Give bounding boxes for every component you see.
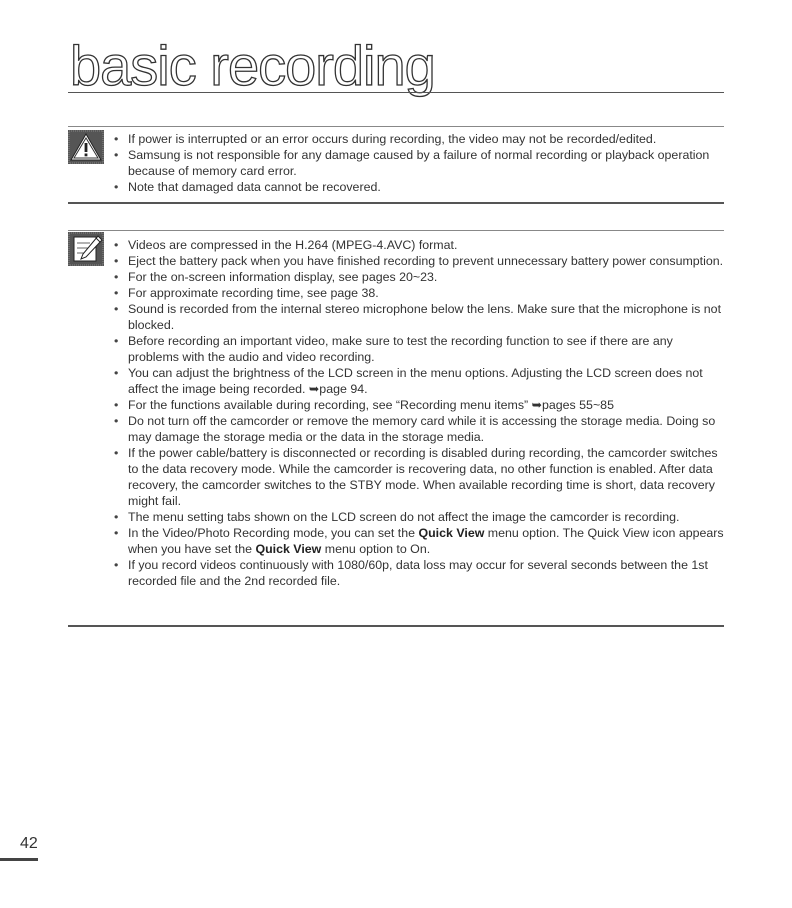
note-item: • For the on-screen information display, see pages 20~23. — [114, 269, 724, 285]
page-number-bar — [0, 858, 38, 861]
warning-top-rule — [68, 126, 724, 127]
note-item: • Eject the battery pack when you have finished recording to prevent unnecessary battery power consumption. — [114, 253, 724, 269]
warning-box — [68, 126, 724, 204]
note-item: • If you record videos continuously with 1080/60p, data loss may occur for several seconds between the 1st recorded file and the 2nd recorded file. — [114, 557, 724, 589]
note-item: • Before recording an important video, make sure to test the recording function to see if there are any problems with the audio and video recording. — [114, 333, 724, 365]
warning-triangle-icon — [68, 130, 104, 164]
warning-item: • Samsung is not responsible for any damage caused by a failure of normal recording or playback operation because of memory card error. — [114, 147, 724, 179]
page-title: basic recording — [70, 34, 435, 97]
note-item: • Videos are compressed in the H.264 (MPEG-4.AVC) format. — [114, 237, 724, 253]
note-item: • You can adjust the brightness of the LCD screen in the menu options. Adjusting the LCD screen does not affect the image being recorded. ➥page 94. — [114, 365, 724, 397]
quick-view-text-1: In the Video/Photo Recording mode, you can set the — [128, 526, 419, 540]
note-top-rule — [68, 230, 724, 231]
note-item: • Do not turn off the camcorder or remove the memory card while it is accessing the storage media. Doing so may damage the storage media or the data in the storage media. — [114, 413, 724, 445]
note-bottom-rule — [68, 625, 724, 627]
note-item: • Sound is recorded from the internal stereo microphone below the lens. Make sure that the microphone is not blocked. — [114, 301, 724, 333]
note-item-quick-view — [114, 525, 724, 557]
quick-view-bold-2: Quick View — [255, 542, 322, 556]
note-pencil-icon — [68, 232, 104, 266]
page-number: 42 — [20, 835, 38, 852]
note-item: • If the power cable/battery is disconnected or recording is disabled during recording, the camcorder switches to the data recovery mode. While the camcorder is recovering data, no other function is enabled. After data recovery, the camcorder switches to the STBY mode. When available recording time is short, data recovery might fail. — [114, 445, 724, 509]
quick-view-text-3: menu option to On. — [321, 542, 431, 556]
note-box — [68, 230, 724, 628]
warning-item: • If power is interrupted or an error occurs during recording, the video may not be recorded/edited. — [114, 131, 724, 147]
warning-item: • Note that damaged data cannot be recovered. — [114, 179, 724, 195]
note-item: • For the functions available during recording, see “Recording menu items” ➥pages 55~85 — [114, 397, 724, 413]
title-divider — [68, 92, 724, 93]
warning-bottom-rule — [68, 202, 724, 204]
quick-view-text-2: menu option. The Quick View icon appears when you have set the — [128, 526, 724, 556]
quick-view-bold-1: Quick View — [418, 526, 485, 540]
note-item: • For approximate recording time, see page 38. — [114, 285, 724, 301]
note-item: • The menu setting tabs shown on the LCD screen do not affect the image the camcorder is recording. — [114, 509, 724, 525]
